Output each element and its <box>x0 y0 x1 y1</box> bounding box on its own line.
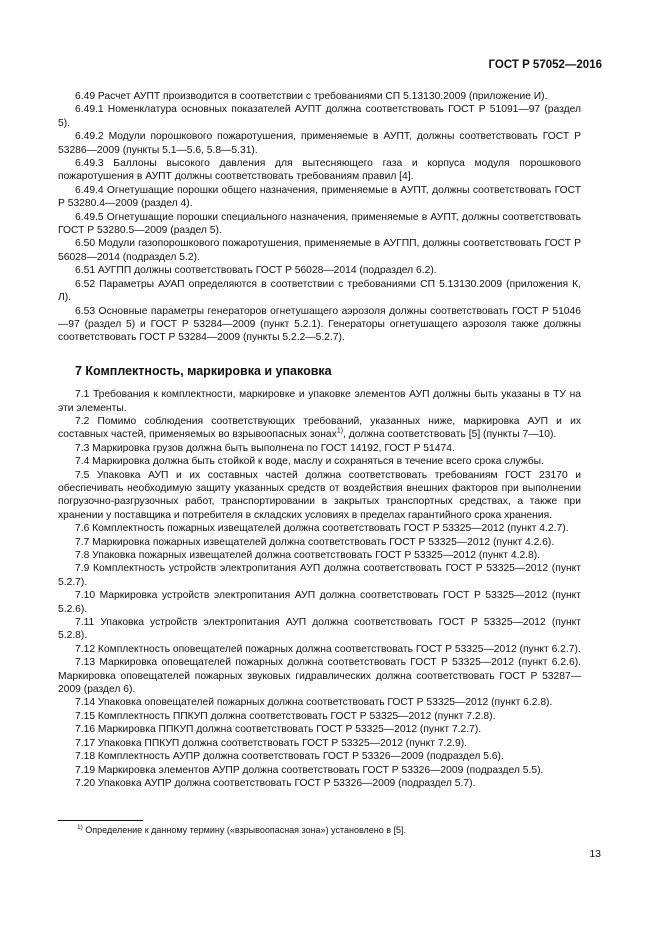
paragraph: 7.18 Комплектность АУПР должна соответствовать ГОСТ Р 53326—2009 (подраздел 5.6). <box>75 751 504 763</box>
paragraph: 7.14 Упаковка оповещателей пожарных должна соответствовать ГОСТ Р 53325—2012 (пункт 6.2.8). <box>75 697 553 709</box>
paragraph: 7.16 Маркировка ППКУП должна соответствовать ГОСТ Р 53325—2012 (пункт 7.2.7). <box>75 724 482 736</box>
paragraph: 7.1 Требования к комплектности, маркировке и упаковке элементов АУП должны быть указаны в ТУ на эти элементы. <box>58 389 581 414</box>
paragraph: 7.13 Маркировка оповещателей пожарных должна соответствовать ГОСТ Р 53325—2012 (пункт 6.2.6). Маркировка оповещателей пожарных звуковых гидравлических должна соответствовать ГОСТ Р 53287—2009 (раздел 6). <box>58 657 581 696</box>
paragraph-text: 7.2 Помимо соблюдения соответствующих требований, указанных ниже, маркировка АУП и их составных частей, применяемых во взрывоопасных зонах <box>58 415 581 441</box>
paragraph: 7.20 Упаковка АУПР должна соответствовать ГОСТ Р 53326—2009 (подраздел 5.7). <box>75 777 476 789</box>
section-6-paragraphs <box>58 90 581 345</box>
footnote-divider <box>58 820 143 821</box>
section-heading: 7 Комплектность, маркировка и упаковка <box>75 363 332 378</box>
paragraph: 6.49 Расчет АУПТ производится в соответствии с требованиями СП 5.13130.2009 (приложение И). <box>75 91 548 102</box>
paragraph: 7.10 Маркировка устройств электропитания АУП должна соответствовать ГОСТ Р 53325—2012 (пункт 5.2.6). <box>58 590 581 615</box>
paragraph: 6.49.4 Огнетушащие порошки общего назначения, применяемые в АУПТ, должны соответствовать ГОСТ Р 53280.4—2009 (раздел 4). <box>58 184 581 210</box>
paragraph: 7.17 Упаковка ППКУП должна соответствовать ГОСТ Р 53325—2012 (пункт 7.2.9). <box>75 737 468 749</box>
paragraph-text: , должна соответствовать [5] (пункты 7—10). <box>343 429 557 441</box>
footnote-mark: 1) <box>77 824 83 831</box>
footnote-text: Определение к данному термину («взрывоопасная зона») установлено в [5]. <box>85 825 407 835</box>
paragraph: 6.53 Основные параметры генераторов огнетушащего аэрозоля должны соответствовать ГОСТ Р 51046—97 (раздел 5) и ГОСТ Р 53284—2009 (пункт 5.2.1). Генераторы огнетушащего аэрозоля также должны соответствовать ГОСТ Р 53284—2009 (пункты 5.2.2—5.2.7). <box>58 305 581 344</box>
paragraph: 7.5 Упаковка АУП и их составных частей должна соответствовать требованиям ГОСТ 23170 и обеспечивать необходимую защиту указанных средств от воздействия внешних факторов при выполнении погрузочно-разгрузочных работ, транспортировании в закрытых транспортных средствах, а также при хранении у поставщика и потребителя в складских условиях в пределах гарантийного срока хранения. <box>58 469 581 521</box>
paragraph: 7.8 Упаковка пожарных извещателей должна соответствовать ГОСТ Р 53325—2012 (пункт 4.2.8). <box>75 550 541 561</box>
footnote-reference: 1) <box>336 427 344 435</box>
page-number: 13 <box>589 848 601 860</box>
paragraph: 7.4 Маркировка должна быть стойкой к воде, маслу и сохраняться в течение всего срока службы. <box>75 456 544 468</box>
paragraph: 7.15 Комплектность ППКУП должна соответствовать ГОСТ Р 53325—2012 (пункт 7.2.8). <box>75 710 496 722</box>
page-body <box>58 90 581 790</box>
paragraph: 7.9 Комплектность устройств электропитания АУП должна соответствовать ГОСТ Р 53325—2012 (пункт 5.2.7). <box>58 563 581 588</box>
paragraph: 7.11 Упаковка устройств электропитания АУП должна соответствовать ГОСТ Р 53325—2012 (пункт 5.2.8). <box>58 617 581 642</box>
document-code: ГОСТ Р 57052—2016 <box>488 59 602 71</box>
paragraph: 6.51 АУГПП должны соответствовать ГОСТ Р 56028—2014 (подраздел 6.2). <box>75 265 437 277</box>
paragraph: 6.49.1 Номенклатура основных показателей АУПТ должна соответствовать ГОСТ Р 51091—97 (раздел 5). <box>58 104 581 129</box>
paragraph-with-footnote-ref <box>58 415 581 442</box>
paragraph: 7.3 Маркировка грузов должна быть выполнена по ГОСТ 14192, ГОСТ Р 51474. <box>75 442 455 454</box>
paragraph: 7.7 Маркировка пожарных извещателей должна соответствовать ГОСТ Р 53325—2012 (пункт 4.2.6). <box>75 536 555 548</box>
paragraph: 6.50 Модули газопорошкового пожаротушения, применяемые в АУГПП, должны соответствовать ГОСТ Р 56028—2014 (подраздел 5.2). <box>58 238 581 263</box>
paragraph: 6.52 Параметры АУАП определяются в соответствии с требованиями СП 5.13130.2009 (приложения К, Л). <box>58 278 581 304</box>
footnote <box>77 825 406 835</box>
paragraph: 6.49.2 Модули порошкового пожаротушения, применяемые в АУПТ, должны соответствовать ГОСТ Р 53286—2009 (пункты 5.1—5.6, 5.8—5.31). <box>58 131 581 156</box>
section-7-paragraphs <box>58 442 581 791</box>
paragraph: 7.6 Комплектность пожарных извещателей должна соответствовать ГОСТ Р 53325—2012 (пункт 4.2.7). <box>75 523 569 535</box>
paragraph: 6.49.3 Баллоны высокого давления для вытесняющего газа и корпуса модуля порошкового пожаротушения в АУПТ должны соответствовать требованиям правил [4]. <box>58 158 581 183</box>
paragraph: 7.19 Маркировка элементов АУПР должна соответствовать ГОСТ Р 53326—2009 (подраздел 5.5). <box>75 764 544 776</box>
paragraph: 7.12 Комплектность оповещателей пожарных должна соответствовать ГОСТ Р 53325—2012 (пункт 6.2.7). <box>75 643 581 655</box>
paragraph: 6.49.5 Огнетушащие порошки специального назначения, применяемые в АУПТ, должны соответствовать ГОСТ Р 53280.5—2009 (раздел 5). <box>58 211 581 237</box>
